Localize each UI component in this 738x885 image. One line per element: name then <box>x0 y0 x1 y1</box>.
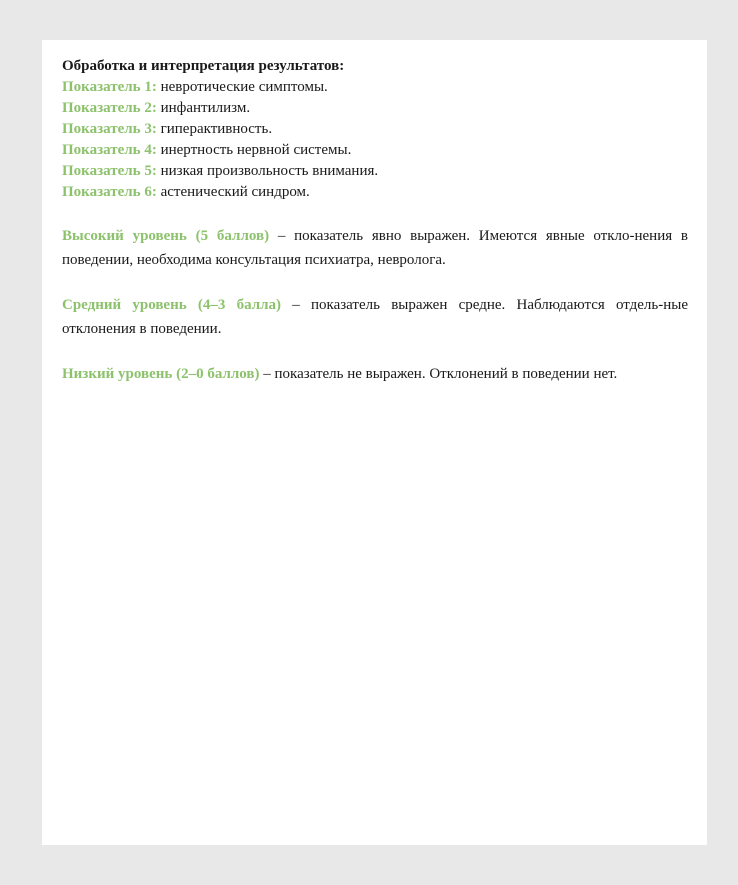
level-high <box>62 224 688 272</box>
indicator-text: астенический синдром. <box>156 184 310 200</box>
section-heading: Обработка и интерпретация результатов: <box>62 58 345 74</box>
level-description: – показатель явно выражен. Имеются явные откло-нения в поведении, необходима консультация психиатра, невролога. <box>62 228 688 268</box>
indicator-item <box>62 161 688 182</box>
level-description: – показатель выражен средне. Наблюдаются отдель-ные отклонения в поведении. <box>62 297 689 337</box>
indicator-label: Показатель 4: <box>62 142 157 158</box>
indicator-label: Показатель 2: <box>62 100 157 116</box>
level-medium <box>62 293 688 341</box>
level-label: Высокий уровень (5 баллов) <box>62 228 270 244</box>
level-label: Низкий уровень (2–0 баллов) <box>62 366 260 382</box>
indicator-text: инфантилизм. <box>156 100 251 116</box>
document-content <box>62 56 688 386</box>
indicator-text: инертность нервной системы. <box>156 142 352 158</box>
indicator-item <box>62 119 688 140</box>
indicator-text: низкая произвольность внимания. <box>156 163 379 179</box>
indicator-label: Показатель 5: <box>62 163 157 179</box>
level-label: Средний уровень (4–3 балла) <box>62 297 282 313</box>
level-low <box>62 362 688 386</box>
level-description: – показатель не выражен. Отклонений в поведении нет. <box>259 366 618 382</box>
indicator-item <box>62 98 688 119</box>
indicator-item <box>62 77 688 98</box>
indicator-text: гиперактивность. <box>156 121 273 137</box>
indicator-label: Показатель 3: <box>62 121 157 137</box>
document-page <box>42 40 707 845</box>
indicator-label: Показатель 1: <box>62 79 157 95</box>
indicator-text: невротические симптомы. <box>156 79 328 95</box>
indicator-list <box>62 77 688 203</box>
indicator-item <box>62 182 688 203</box>
indicator-label: Показатель 6: <box>62 184 157 200</box>
indicator-item <box>62 140 688 161</box>
